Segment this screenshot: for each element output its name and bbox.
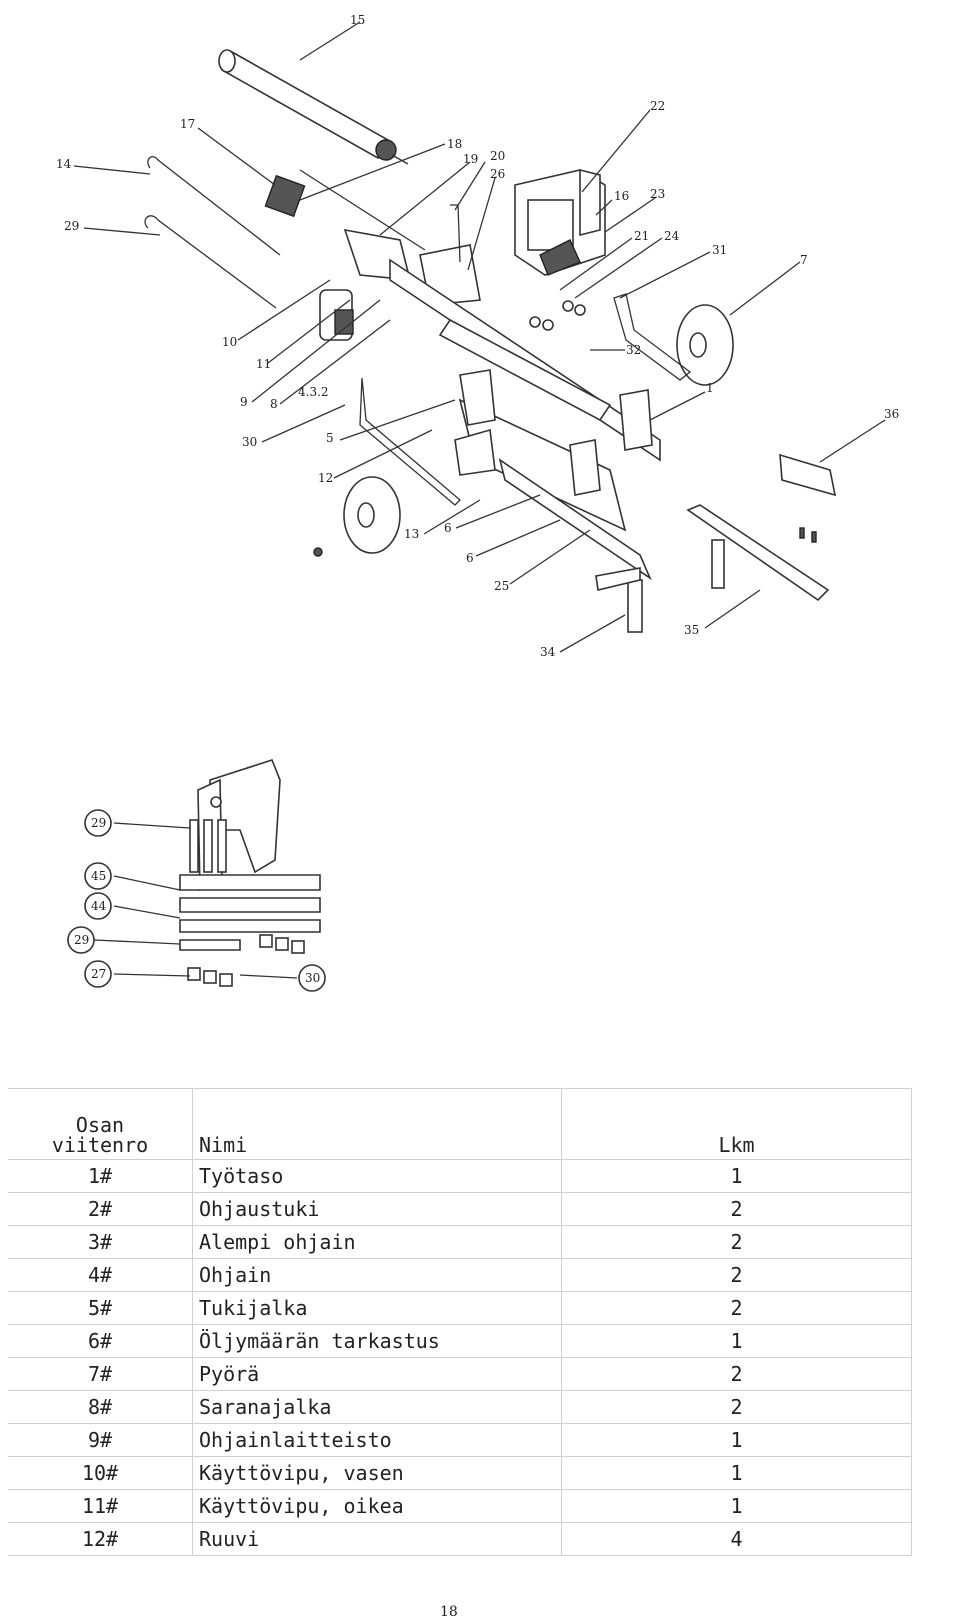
callout-label: 1 bbox=[706, 381, 714, 395]
cell-name: Ohjaustuki bbox=[193, 1193, 562, 1226]
callout-label: 25 bbox=[494, 579, 510, 593]
cell-qty: 4 bbox=[562, 1523, 912, 1556]
callout-label: 29 bbox=[74, 933, 90, 947]
cell-qty: 1 bbox=[562, 1457, 912, 1490]
wedge-detail-diagram bbox=[40, 750, 380, 1050]
cell-part-no: 12# bbox=[8, 1523, 193, 1556]
plates-part bbox=[180, 875, 320, 950]
callout-label: 31 bbox=[712, 243, 728, 257]
cell-name: Ohjain bbox=[193, 1259, 562, 1292]
cell-qty: 1 bbox=[562, 1325, 912, 1358]
callout-label: 14 bbox=[56, 157, 72, 171]
callout-label: 30 bbox=[242, 435, 258, 449]
bolts-part bbox=[190, 820, 226, 872]
callout-label: 21 bbox=[634, 229, 650, 243]
callout-label: 19 bbox=[463, 152, 479, 166]
callout-label: 5 bbox=[326, 431, 334, 445]
cell-name: Öljymäärän tarkastus bbox=[193, 1325, 562, 1358]
cell-part-no: 6# bbox=[8, 1325, 193, 1358]
table-row bbox=[8, 1292, 912, 1325]
callout-label: 6 bbox=[466, 551, 474, 565]
header-qty: Lkm bbox=[562, 1089, 912, 1160]
cell-name: Pyörä bbox=[193, 1358, 562, 1391]
cell-qty: 2 bbox=[562, 1193, 912, 1226]
cell-name: Alempi ohjain bbox=[193, 1226, 562, 1259]
callout-label: 20 bbox=[490, 149, 506, 163]
cell-qty: 1 bbox=[562, 1424, 912, 1457]
table-header-row bbox=[8, 1089, 912, 1160]
callout-label: 24 bbox=[664, 229, 680, 243]
cell-name: Tukijalka bbox=[193, 1292, 562, 1325]
callout-label: 30 bbox=[305, 971, 321, 985]
cell-part-no: 3# bbox=[8, 1226, 193, 1259]
cell-part-no: 10# bbox=[8, 1457, 193, 1490]
callout-label: 7 bbox=[800, 253, 808, 267]
table-row bbox=[8, 1457, 912, 1490]
table-row bbox=[8, 1193, 912, 1226]
cell-part-no: 4# bbox=[8, 1259, 193, 1292]
callout-label: 35 bbox=[684, 623, 700, 637]
cell-name: Ohjainlaitteisto bbox=[193, 1424, 562, 1457]
callout-label: 45 bbox=[91, 869, 107, 883]
table-row bbox=[8, 1523, 912, 1556]
header-part-no: Osan viitenro bbox=[8, 1089, 193, 1160]
table-row bbox=[8, 1325, 912, 1358]
cell-qty: 2 bbox=[562, 1259, 912, 1292]
cell-qty: 1 bbox=[562, 1490, 912, 1523]
engine-part bbox=[515, 170, 605, 275]
callout-label: 26 bbox=[490, 167, 506, 181]
table-row bbox=[8, 1160, 912, 1193]
cell-part-no: 1# bbox=[8, 1160, 193, 1193]
table-row bbox=[8, 1358, 912, 1391]
callout-label: 22 bbox=[650, 99, 666, 113]
callout-label: 16 bbox=[614, 189, 630, 203]
callout-label: 34 bbox=[540, 645, 556, 659]
callout-label: 44 bbox=[91, 899, 107, 913]
cell-part-no: 5# bbox=[8, 1292, 193, 1325]
table-row bbox=[8, 1226, 912, 1259]
cell-qty: 2 bbox=[562, 1226, 912, 1259]
callout-label: 6 bbox=[444, 521, 452, 535]
cell-qty: 1 bbox=[562, 1160, 912, 1193]
callout-label: 11 bbox=[256, 357, 272, 371]
wheel-part bbox=[344, 305, 733, 553]
callout-label: 29 bbox=[91, 816, 107, 830]
callout-label: 23 bbox=[650, 187, 666, 201]
table-row bbox=[8, 1259, 912, 1292]
callout-label: 17 bbox=[180, 117, 196, 131]
cell-qty: 2 bbox=[562, 1292, 912, 1325]
cell-name: Käyttövipu, vasen bbox=[193, 1457, 562, 1490]
table-row bbox=[8, 1490, 912, 1523]
cell-name: Käyttövipu, oikea bbox=[193, 1490, 562, 1523]
table-row bbox=[8, 1391, 912, 1424]
cell-part-no: 7# bbox=[8, 1358, 193, 1391]
callout-label: 4.3.2 bbox=[298, 385, 329, 399]
callout-label: 32 bbox=[626, 343, 642, 357]
cell-qty: 2 bbox=[562, 1358, 912, 1391]
cell-name: Ruuvi bbox=[193, 1523, 562, 1556]
cell-qty: 2 bbox=[562, 1391, 912, 1424]
callout-label: 9 bbox=[240, 395, 248, 409]
hydraulic-cylinder-part bbox=[219, 50, 408, 164]
callout-label: 27 bbox=[91, 967, 107, 981]
cell-name: Saranajalka bbox=[193, 1391, 562, 1424]
cell-part-no: 8# bbox=[8, 1391, 193, 1424]
callout-label: 18 bbox=[447, 137, 463, 151]
callout-label: 10 bbox=[222, 335, 238, 349]
callout-label: 8 bbox=[270, 397, 278, 411]
callout-label: 15 bbox=[350, 13, 366, 27]
callout-label: 13 bbox=[404, 527, 420, 541]
callout-label: 36 bbox=[884, 407, 900, 421]
callout-label: 29 bbox=[64, 219, 80, 233]
header-name: Nimi bbox=[193, 1089, 562, 1160]
cap-part bbox=[780, 455, 835, 495]
cell-part-no: 11# bbox=[8, 1490, 193, 1523]
page-number: 18 bbox=[440, 1604, 458, 1620]
table-row bbox=[8, 1424, 912, 1457]
cell-part-no: 9# bbox=[8, 1424, 193, 1457]
cell-part-no: 2# bbox=[8, 1193, 193, 1226]
callout-label: 12 bbox=[318, 471, 334, 485]
parts-table bbox=[8, 1088, 912, 1556]
stand-part bbox=[596, 505, 828, 632]
exploded-assembly-diagram bbox=[0, 0, 960, 720]
cell-name: Työtaso bbox=[193, 1160, 562, 1193]
